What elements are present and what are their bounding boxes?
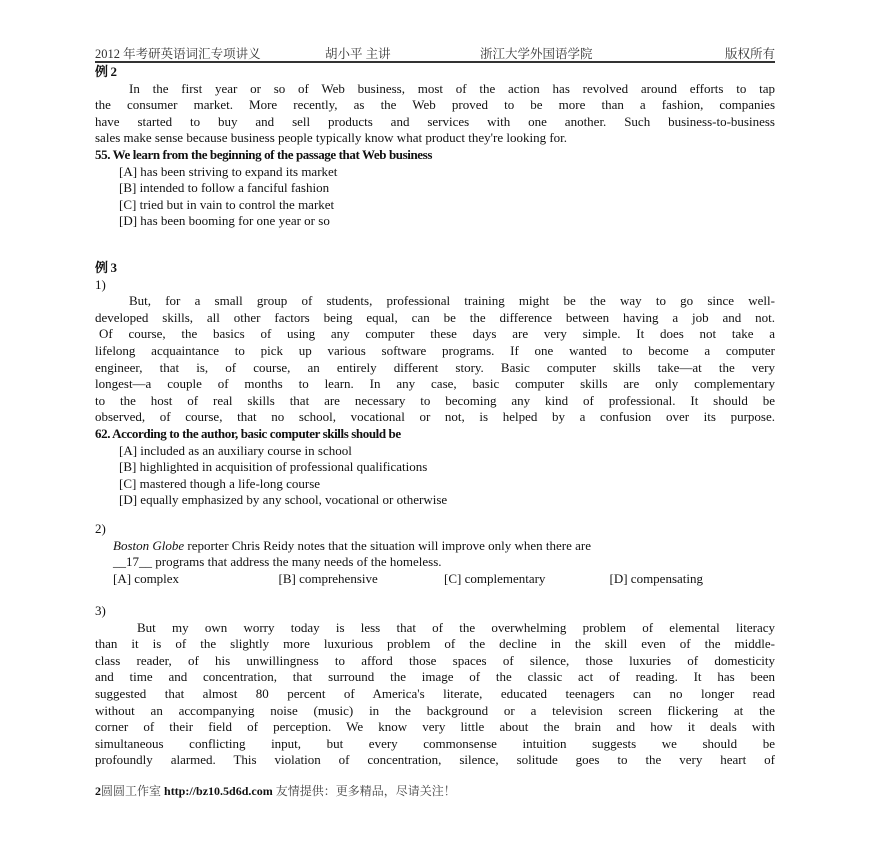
- item-number: 2): [95, 521, 106, 536]
- passage-line: and time and concentration, that surround the image of the classic act of reading. It has been: [95, 669, 775, 685]
- passage-line: class reader, of his unwillingness to afford those spaces of silence, those luxuries of domesticity: [95, 652, 775, 668]
- page-number: 2: [95, 784, 101, 798]
- footer-note: 友情提供：更多精品，尽请关注！: [275, 784, 456, 798]
- option: [A] has been striving to expand its market: [119, 163, 338, 179]
- option: [B] highlighted in acquisition of professional qualifications: [119, 459, 428, 475]
- passage-line: observed, of course, that no school, vocational or not, is helped by a confusion over its purpose.: [95, 409, 775, 425]
- item-2: [95, 521, 775, 587]
- publication-name: Boston Globe: [113, 537, 185, 553]
- passage: [95, 81, 775, 147]
- passage-line: longest—a couple of months to learn. In any case, basic computer skills are only complementary: [95, 376, 775, 392]
- passage-line: profoundly alarmed. This violation of concentration, silence, solitude goes to the very heart of: [95, 752, 775, 768]
- passage-line: sales make sense because business people typically know what product they're looking for.: [95, 130, 568, 146]
- option: [C] mastered though a life-long course: [119, 475, 321, 491]
- passage-line: [95, 538, 775, 555]
- passage-line: In the first year or so of Web business, most of the action has revolved around efforts to tap: [129, 80, 775, 96]
- passage-line: corner of their field of perception. We know very little about the brain and how it deals with: [95, 719, 775, 735]
- example-label: 例 3: [95, 260, 117, 275]
- passage-line: without an accompanying noise (music) in the background or a television screen flickering at the: [95, 702, 775, 718]
- option: [B] intended to follow a fanciful fashion: [119, 180, 330, 196]
- example-2: [95, 64, 775, 230]
- item-number: 1): [95, 276, 106, 292]
- page-footer: [95, 782, 456, 799]
- passage-line: have started to buy and sell products and services with one another. Such business-to-business: [95, 113, 775, 129]
- options-row: [95, 571, 775, 588]
- passage-line: developed skills, all other factors being equal, can be the difference between having a job and not.: [95, 309, 775, 325]
- passage-line: than it is of the slightly more luxurious problem of the decline in the skill even of the middle-: [95, 636, 775, 652]
- sentence-text: reporter Chris Reidy notes that the situation will improve only when there are: [184, 537, 592, 553]
- header-title: 2012 年考研英语词汇专项讲义: [95, 47, 261, 61]
- passage-line: But my own worry today is less that of the overwhelming problem of elemental literacy: [137, 619, 775, 635]
- question: 55. We learn from the beginning of the passage that Web business: [95, 146, 432, 162]
- passage-line: engineer, that is, of course, an entirely different story. Basic computer skills take—at the very: [95, 359, 775, 375]
- passage-line: to the host of real skills that are necessary to becoming any kind of professional. It should be: [95, 392, 775, 408]
- footer-url[interactable]: http://bz10.5d6d.com: [164, 784, 273, 798]
- option: [D] has been booming for one year or so: [119, 213, 330, 229]
- option: [D] equally emphasized by any school, vocational or otherwise: [119, 492, 448, 508]
- header-rights: 版权所有: [724, 47, 775, 61]
- header-speaker: 胡小平 主讲: [325, 47, 391, 61]
- passage-line: simultaneous conflicting input, but every commonsense intuition suggests we should be: [95, 735, 775, 751]
- passage-line: __17__ programs that address the many needs of the homeless.: [113, 554, 442, 570]
- header-institution: 浙江大学外国语学院: [480, 47, 593, 61]
- passage-line: lifelong acquaintance to pick up various software programs. If one wanted to become a computer: [95, 342, 775, 358]
- passage-line: suggested that almost 80 percent of America's literate, educated teenagers can no longer read: [95, 685, 775, 701]
- item-3: [95, 603, 775, 769]
- example-3: [95, 260, 775, 509]
- passage-line: But, for a small group of students, professional training might be the way to go since well-: [129, 293, 775, 309]
- footer-studio: 圆圆工作室: [101, 784, 162, 798]
- option: [A] complex: [113, 570, 180, 586]
- option: [D] compensating: [609, 570, 704, 586]
- option: [C] complementary: [444, 570, 546, 586]
- example-label: 例 2: [95, 64, 117, 79]
- page-header: [95, 43, 775, 63]
- option: [A] included as an auxiliary course in school: [119, 442, 352, 458]
- passage-line: the consumer market. More recently, as the Web proved to be more than a fashion, companies: [95, 97, 775, 113]
- option: [B] comprehensive: [278, 570, 378, 586]
- question: 62. According to the author, basic computer skills should be: [95, 425, 401, 441]
- item-number: 3): [95, 603, 106, 618]
- passage-line: Of course, the basics of using any computer these days are very simple. It does not take a: [99, 326, 775, 342]
- option: [C] tried but in vain to control the market: [119, 196, 335, 212]
